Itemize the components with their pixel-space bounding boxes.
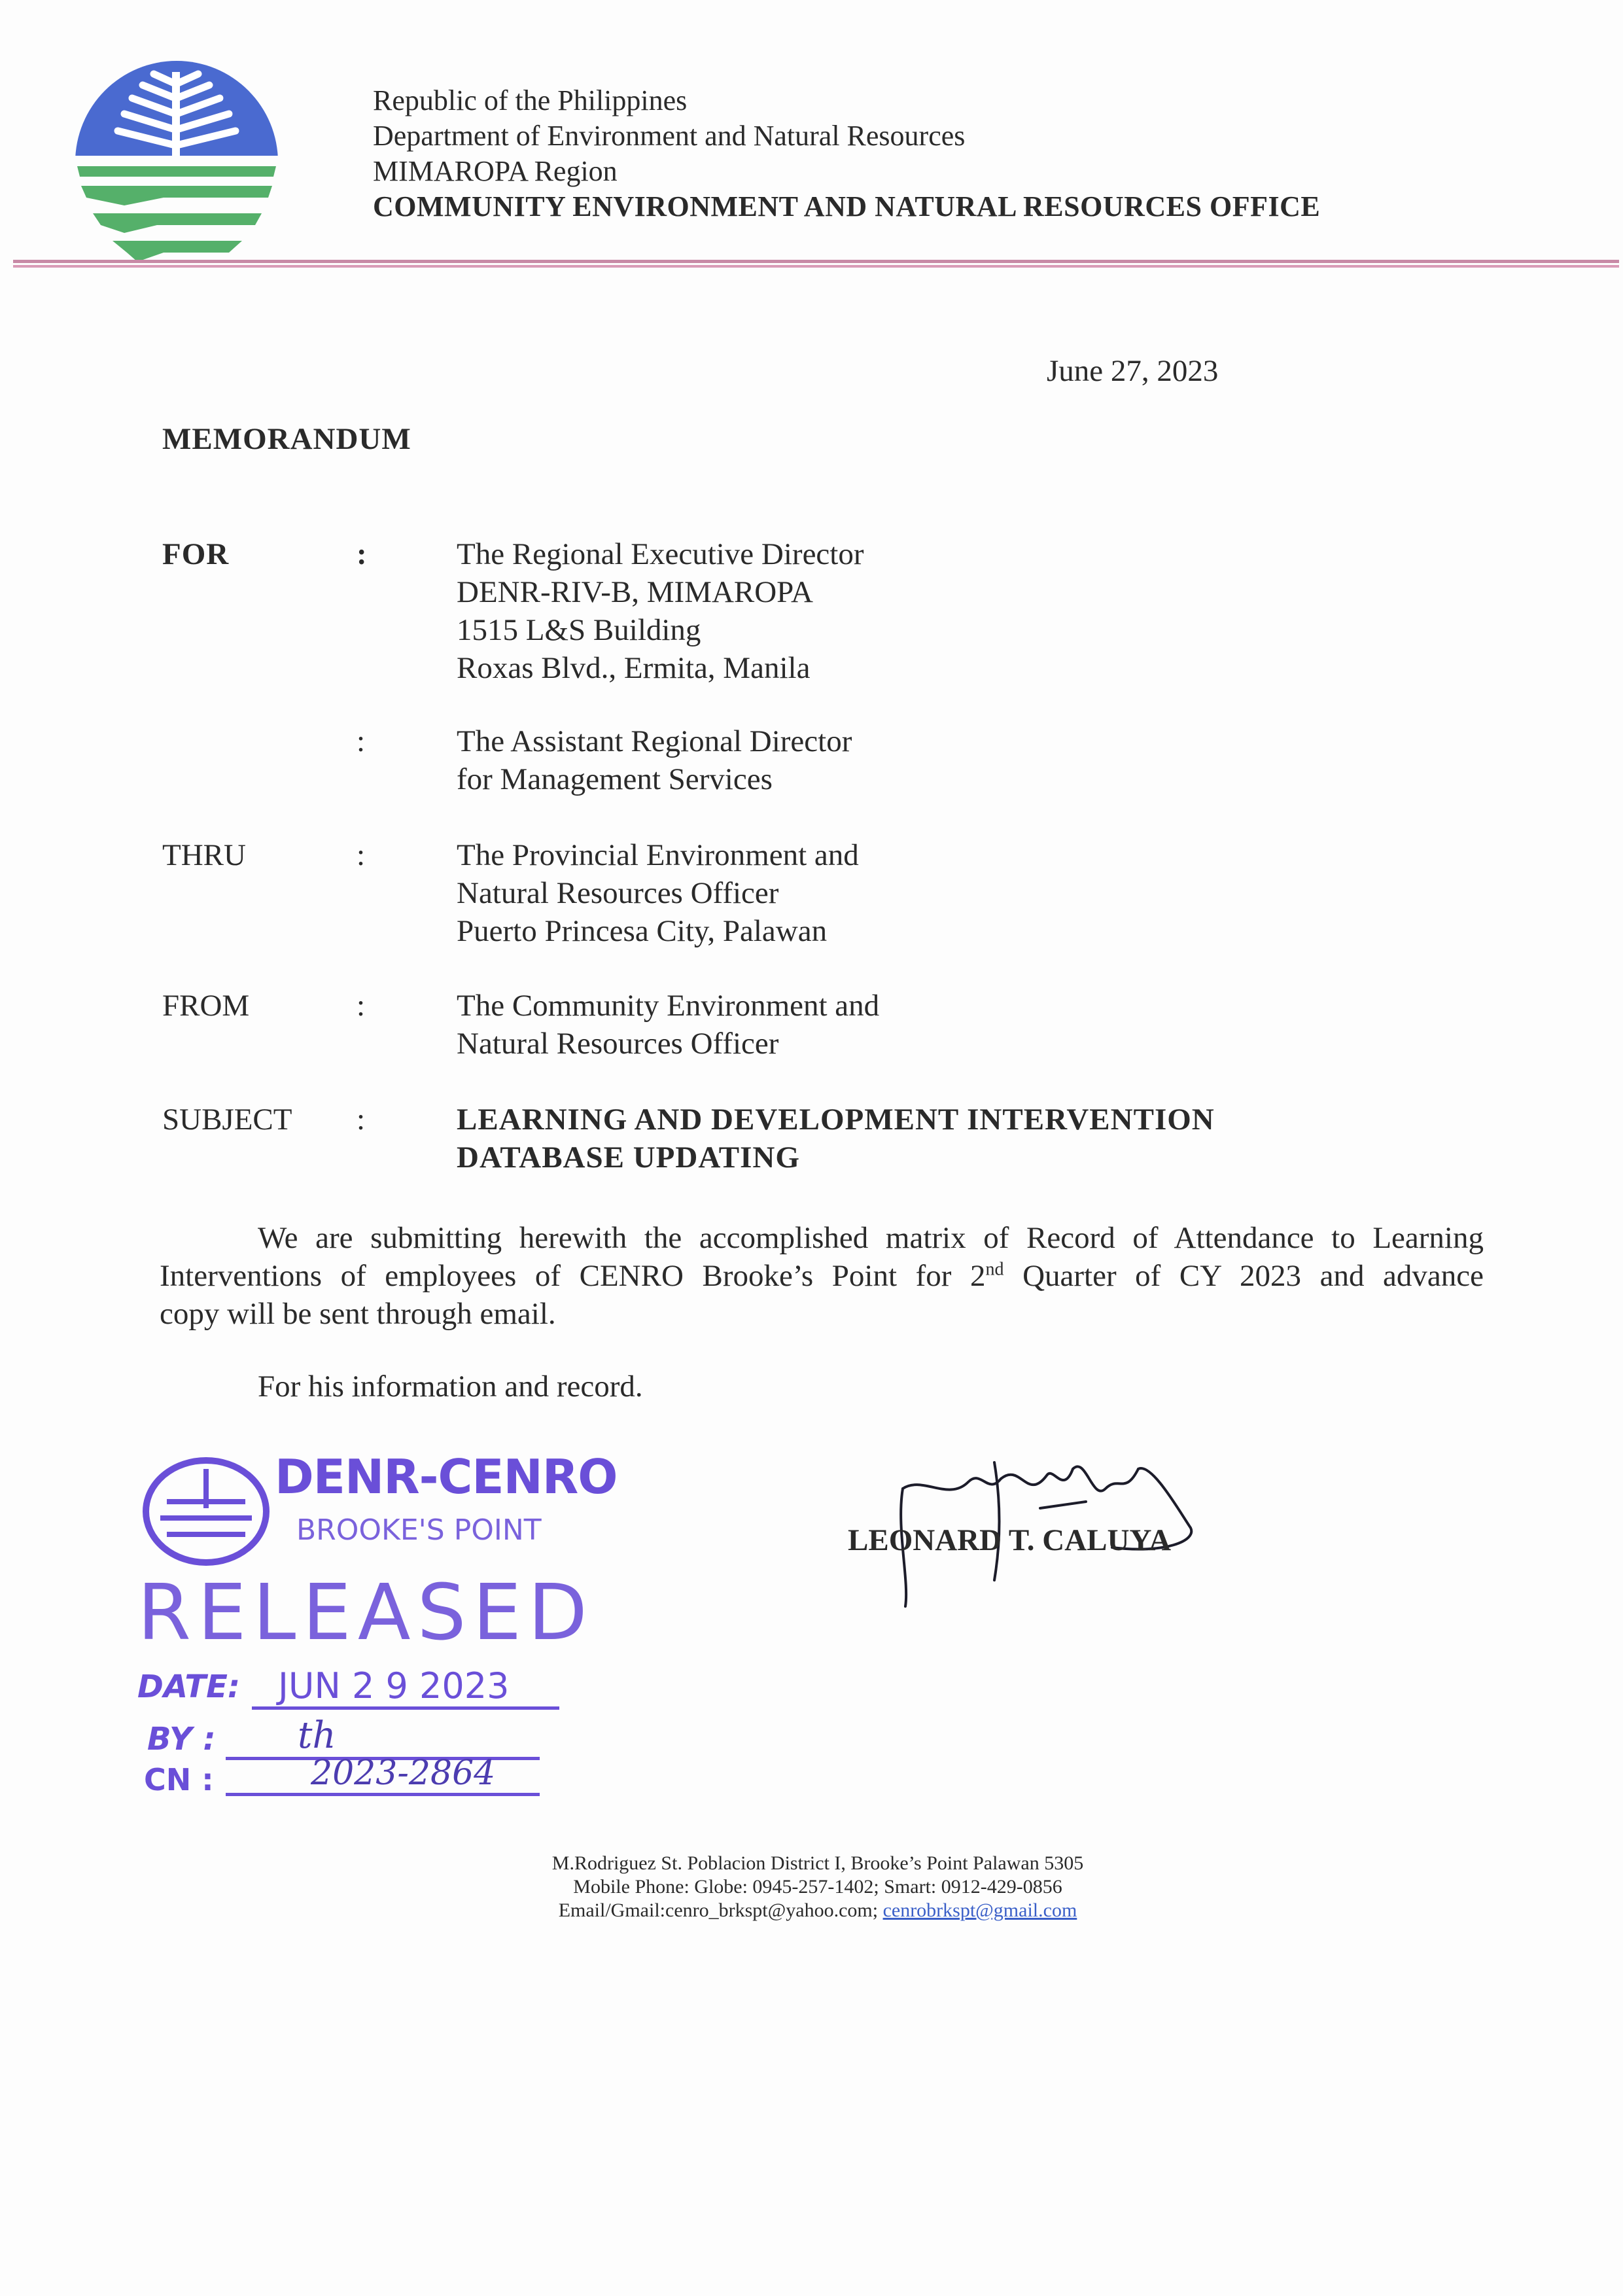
thru-line-2: Natural Resources Officer [457, 876, 779, 910]
stamp-logo-icon [141, 1456, 271, 1570]
stamp-location: BROOKE'S POINT [296, 1513, 542, 1547]
stamp-date-label: DATE: [137, 1669, 241, 1705]
stamp-status: RELEASED [137, 1567, 594, 1657]
ordinal-suffix: nd [985, 1259, 1004, 1280]
signatory-name: LEONARD T. CALUYA [848, 1523, 1172, 1557]
stamp-date-value: JUN 2 9 2023 [252, 1665, 559, 1710]
thru-colon: : [357, 838, 366, 872]
released-stamp [137, 1449, 618, 1822]
stamp-cn-label: CN : [144, 1762, 214, 1797]
footer-email-prefix: Email/Gmail:cenro_brkspt@yahoo.com; [558, 1899, 883, 1921]
for2-line-2: for Management Services [457, 762, 773, 796]
denr-logo-icon [72, 58, 281, 267]
for2-colon: : [357, 724, 366, 758]
for-line-2: DENR-RIV-B, MIMAROPA [457, 575, 813, 609]
memo-date: June 27, 2023 [1047, 354, 1219, 388]
subject-line-1: LEARNING AND DEVELOPMENT INTERVENTION [457, 1103, 1215, 1137]
from-line-2: Natural Resources Officer [457, 1027, 779, 1061]
for2-line-1: The Assistant Regional Director [457, 724, 852, 758]
for-colon: : [357, 537, 368, 571]
subject-colon: : [357, 1103, 366, 1137]
footer-address: M.Rodriguez St. Poblacion District I, Brooke’s Point Palawan 5305 [551, 1852, 1084, 1874]
memo-type-heading: MEMORANDUM [162, 422, 411, 456]
footer-email [360, 1899, 1276, 1922]
from-line-1: The Community Environment and [457, 989, 880, 1023]
for-line-3: 1515 L&S Building [457, 613, 701, 647]
body-line-2-end: Quarter of CY 2023 and advance [1003, 1259, 1484, 1293]
letterhead-line-region: MIMAROPA Region [373, 155, 618, 187]
stamp-by-value: th [226, 1714, 540, 1760]
body-line-3: copy will be sent through email. [160, 1297, 556, 1331]
thru-line-1: The Provincial Environment and [457, 838, 859, 872]
letterhead-line-republic: Republic of the Philippines [373, 84, 688, 116]
letterhead-line-department: Department of Environment and Natural Resources [373, 120, 966, 152]
for-line-4: Roxas Blvd., Ermita, Manila [457, 651, 811, 685]
stamp-by-label: BY : [147, 1721, 216, 1757]
closing-line: For his information and record. [258, 1369, 643, 1404]
body-line-1: We are submitting herewith the accomplished matrix of Record of Attendance to Learning [258, 1221, 1484, 1255]
footer-email-link[interactable]: cenrobrkspt@gmail.com [882, 1899, 1077, 1921]
for-line-1: The Regional Executive Director [457, 537, 864, 571]
for-label: FOR [162, 537, 230, 571]
letterhead-line-office: COMMUNITY ENVIRONMENT AND NATURAL RESOURCES OFFICE [373, 190, 1321, 222]
footer-phone: Mobile Phone: Globe: 0945-257-1402; Smart: 0912-429-0856 [573, 1876, 1062, 1898]
from-label: FROM [162, 989, 250, 1023]
body-line-2 [160, 1257, 1484, 1295]
thru-label: THRU [162, 838, 246, 872]
subject-label: SUBJECT [162, 1103, 292, 1137]
body-paragraph [160, 1219, 1484, 1333]
thru-line-3: Puerto Princesa City, Palawan [457, 914, 828, 948]
subject-line-2: DATABASE UPDATING [457, 1140, 800, 1174]
from-colon: : [357, 989, 366, 1023]
letterhead-divider [13, 260, 1619, 268]
stamp-cn-value: 2023-2864 [226, 1754, 540, 1796]
stamp-office: DENR-CENRO [275, 1449, 618, 1504]
body-line-2-start: Interventions of employees of CENRO Brooke’s Point for 2 [160, 1259, 986, 1293]
